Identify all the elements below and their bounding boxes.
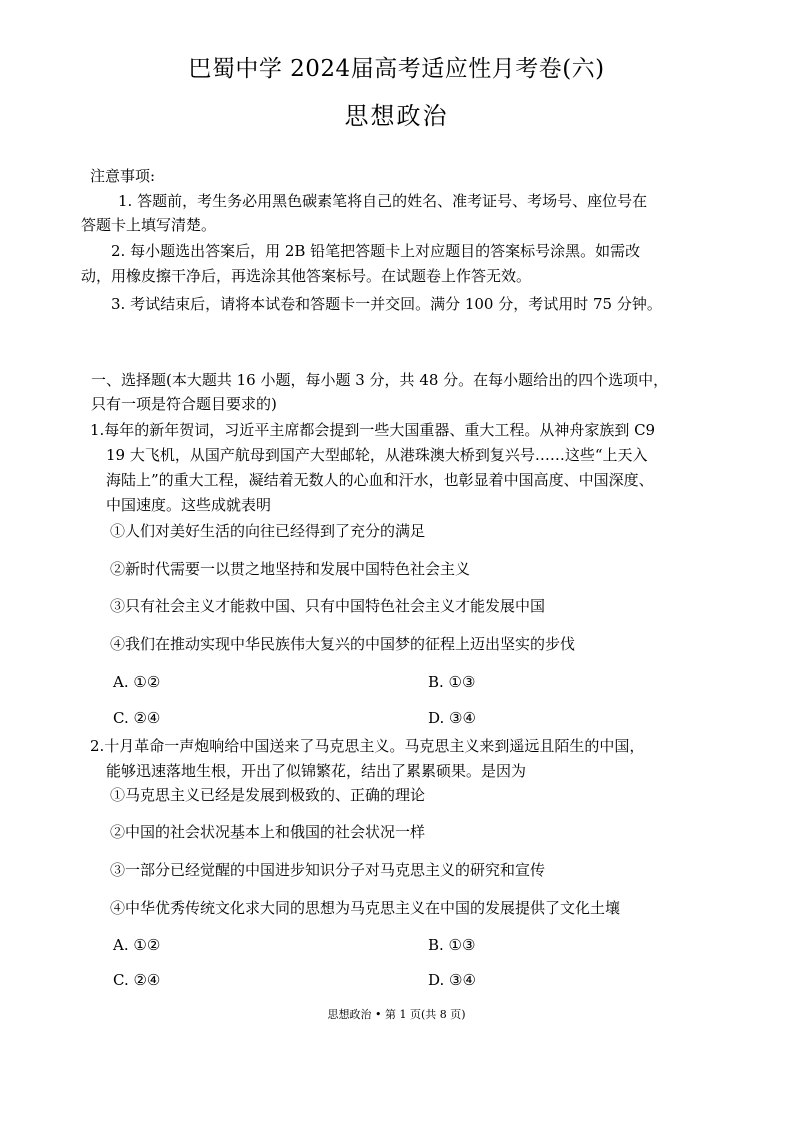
question-1-stem: 海陆上”的重大工程，凝结着无数人的心血和汗水，也彰显着中国高度、中国深度、 [106,471,654,489]
question-1-stem: 中国速度。这些成就表明 [106,496,272,514]
question-1-option-c[interactable]: C. ②④ [113,709,161,727]
question-2-item: ④中华优秀传统文化求大同的思想为马克思主义在中国的发展提供了文化土壤 [110,899,621,917]
question-2-item: ③一部分已经觉醒的中国进步知识分子对马克思主义的研究和宣传 [110,861,546,879]
question-1-stem: 1.每年的新年贺词，习近平主席都会提到一些大国重器、重大工程。从神舟家族到 C9 [90,421,656,439]
notice-line: 2. 每小题选出答案后，用 2B 铅笔把答题卡上对应题目的答案标号涂黑。如需改 [111,242,641,260]
section-heading: 只有一项是符合题目要求的) [91,395,277,413]
question-1-option-a[interactable]: A. ①② [113,673,161,691]
notice-line: 动，用橡皮擦干净后，再选涂其他答案标号。在试题卷上作答无效。 [81,267,532,285]
question-2-option-a[interactable]: A. ①② [113,936,161,954]
exam-title: 巴蜀中学 2024届高考适应性月考卷(六) [188,56,605,82]
question-2-option-d[interactable]: D. ③④ [428,971,476,989]
question-1-item: ②新时代需要一以贯之地坚持和发展中国特色社会主义 [110,560,471,578]
question-2-stem: 2.十月革命一声炮响给中国送来了马克思主义。马克思主义来到遥远且陌生的中国， [90,737,645,755]
notice-line: 1. 答题前，考生务必用黑色碳素笔将自己的姓名、准考证号、考场号、座位号在 [118,192,648,210]
question-1-option-d[interactable]: D. ③④ [428,709,476,727]
notice-line: 3. 考试结束后，请将本试卷和答题卡一并交回。满分 100 分，考试用时 75 分钟。 [111,295,662,313]
question-1-item: ③只有社会主义才能救中国、只有中国特色社会主义才能发展中国 [110,597,546,615]
notice-heading: 注意事项: [90,167,156,185]
section-heading: 一、选择题(本大题共 16 小题，每小题 3 分，共 48 分。在每小题给出的四个选项中， [91,371,669,389]
question-2-stem: 能够迅速落地生根，开出了似锦繁花，结出了累累硕果。是因为 [106,762,527,780]
notice-line: 答题卡上填写清楚。 [81,216,217,234]
subject-title: 思想政治 [344,102,449,130]
question-2-item: ①马克思主义已经是发展到极致的、正确的理论 [110,786,426,804]
question-1-stem: 19 大飞机，从国产航母到国产大型邮轮，从港珠澳大桥到复兴号……这些“上天入 [106,446,648,464]
question-1-item: ①人们对美好生活的向往已经得到了充分的满足 [110,522,426,540]
question-2-option-c[interactable]: C. ②④ [113,971,161,989]
question-1-item: ④我们在推动实现中华民族伟大复兴的中国梦的征程上迈出坚实的步伐 [110,635,576,653]
question-2-option-b[interactable]: B. ①③ [428,936,476,954]
question-2-item: ②中国的社会状况基本上和俄国的社会状况一样 [110,823,426,841]
page-footer: 思想政治 • 第 1 页(共 8 页) [327,1008,466,1021]
question-1-option-b[interactable]: B. ①③ [428,673,476,691]
